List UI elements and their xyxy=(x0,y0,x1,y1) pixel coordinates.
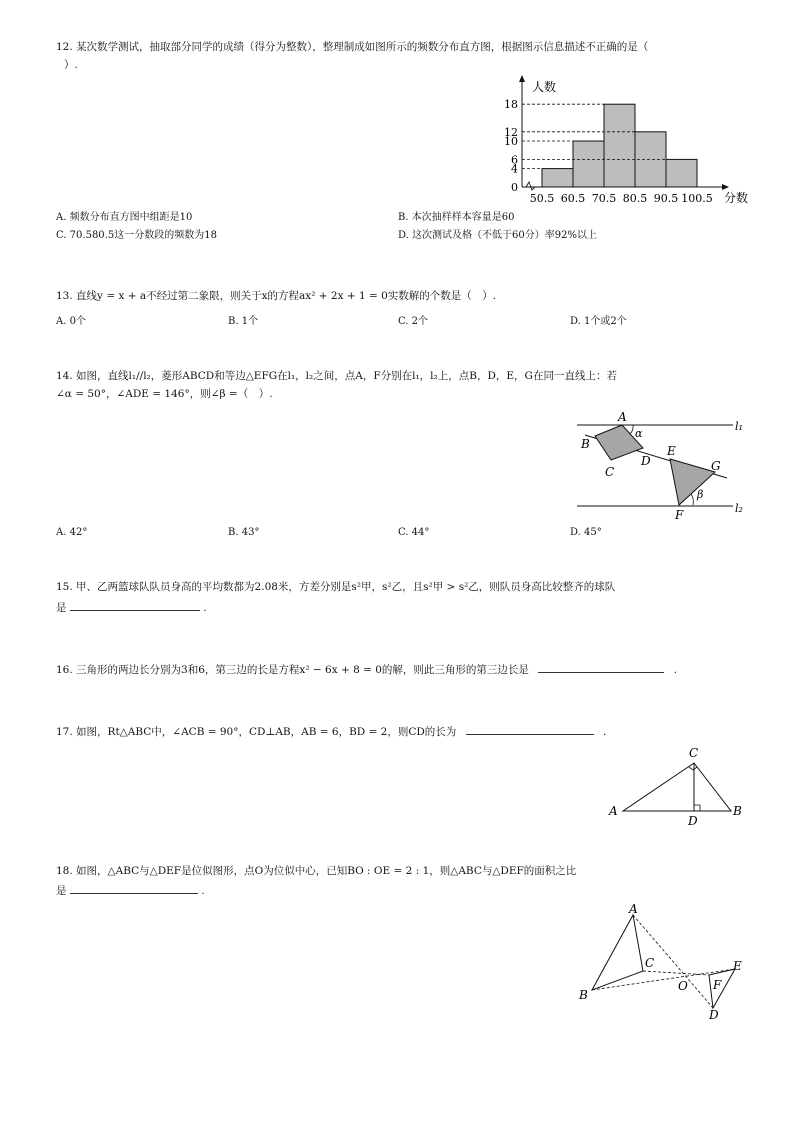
q12-number: 12. xyxy=(56,41,73,53)
label-d: D xyxy=(688,814,698,828)
q12-option-c[interactable]: C. 70.580.5这一分数段的频数为18 xyxy=(56,230,217,241)
right-angle-d xyxy=(694,805,700,811)
q18-answer-blank[interactable] xyxy=(70,881,198,894)
q12-stem xyxy=(56,38,648,56)
label-b: B xyxy=(733,804,742,818)
x-tick-label-0: 50.5 xyxy=(529,192,555,205)
q17-number: 17. xyxy=(56,726,73,738)
q15-stem-line1: 甲、乙两篮球队队员身高的平均数都为2.08米，方差分别是s²甲，s²乙，且s²甲 > s²乙，则队员身高比较整齐的球队 xyxy=(76,581,616,593)
histogram-chart xyxy=(490,78,750,208)
q16-answer-blank[interactable] xyxy=(538,660,664,673)
q18-stem-line1: 如图，△ABC与△DEF是位似图形，点O为位似中心，已知BO : OE = 2 : 1，则△ABC与△DEF的面积之比 xyxy=(76,865,577,877)
q17-answer-blank[interactable] xyxy=(466,722,594,735)
y-tick-label-10: 10 xyxy=(504,135,518,148)
q14-number: 14. xyxy=(56,370,73,382)
q17-figure xyxy=(605,742,745,827)
q14-option-b[interactable]: B. 43° xyxy=(228,527,260,538)
q16-number: 16. xyxy=(56,664,73,676)
x-axis-arrow xyxy=(722,184,729,190)
label-beta: β xyxy=(697,488,704,501)
q14-option-d[interactable]: D. 45° xyxy=(570,527,602,538)
q15-stem xyxy=(56,578,615,596)
q13-stem-text: 直线y = x + a不经过第二象限，则关于x的方程ax² + 2x + 1 = 0实数解的个数是（ ）. xyxy=(76,290,497,302)
q15-answer-blank[interactable] xyxy=(70,598,200,611)
q14-stem-line2: ∠α = 50°，∠ADE = 146°，则∠β =（ ）. xyxy=(56,388,273,400)
label-c: C xyxy=(645,956,655,970)
label-a: A xyxy=(609,804,618,818)
x-axis-title: 分数 xyxy=(724,191,749,205)
y-tick-label-4: 4 xyxy=(511,162,518,176)
q14-option-c[interactable]: C. 44° xyxy=(398,527,430,538)
histogram-bar-5 xyxy=(666,159,697,187)
label-f: F xyxy=(675,508,684,522)
q14-figure xyxy=(575,408,750,523)
q15-number: 15. xyxy=(56,581,73,593)
triangle-abc xyxy=(623,763,731,811)
label-l2: l₂ xyxy=(735,502,743,515)
label-alpha: α xyxy=(635,427,643,440)
y-tick-label-12: 12 xyxy=(504,125,518,139)
label-b: B xyxy=(579,988,588,1002)
label-g: G xyxy=(711,459,721,473)
q14-stem xyxy=(56,367,617,385)
label-c: C xyxy=(605,465,615,479)
label-e: E xyxy=(667,444,676,458)
x-tick-label-4: 90.5 xyxy=(653,192,679,205)
angle-beta-arc xyxy=(691,494,693,505)
label-o: O xyxy=(678,979,688,993)
x-tick-label-3: 80.5 xyxy=(622,192,648,205)
x-tick-label-2: 70.5 xyxy=(591,192,617,205)
label-a: A xyxy=(618,410,627,424)
q17-stem-text: 如图，Rt△ABC中，∠ACB = 90°，CD⊥AB，AB = 6，BD = 2，则CD的长为 xyxy=(76,726,457,738)
q13-option-c[interactable]: C. 2个 xyxy=(398,316,429,327)
q12-option-d[interactable]: D. 这次测试及格（不低于60分）率92%以上 xyxy=(398,230,597,241)
histogram-bar-1 xyxy=(542,169,573,187)
triangle-efg xyxy=(670,459,715,505)
triangle-abc xyxy=(592,915,643,990)
q12-option-b[interactable]: B. 本次抽样样本容量是60 xyxy=(398,212,515,223)
y-tick-label-18: 18 xyxy=(504,98,518,112)
q12-stem-line2: ）. xyxy=(64,59,78,71)
q13-stem xyxy=(56,287,496,305)
q13-option-a[interactable]: A. 0个 xyxy=(56,316,86,327)
ray-cf xyxy=(643,971,709,975)
q17-stem: 17. 如图，Rt△ABC中，∠ACB = 90°，CD⊥AB，AB = 6，BD = 2，则CD的长为 . xyxy=(56,722,606,741)
right-angle-c xyxy=(689,767,697,770)
q16-stem: 16. 三角形的两边长分别为3和6，第三边的长是方程x² − 6x + 8 = 0的解，则此三角形的第三边长是 . xyxy=(56,660,677,679)
x-tick-label-5: 100.5 xyxy=(681,192,713,205)
label-b: B xyxy=(581,437,590,451)
label-d: D xyxy=(709,1008,719,1022)
q15-answer-line: 是 . xyxy=(56,598,207,617)
y-tick-label-6: 6 xyxy=(511,153,518,167)
x-tick-label-1: 60.5 xyxy=(560,192,586,205)
q18-stem xyxy=(56,862,576,880)
q12-stem-line1: 某次数学测试，抽取部分同学的成绩（得分为整数），整理制成如图所示的频数分布直方图，根据图示信息描述不正确的是（ xyxy=(76,41,649,53)
label-f: F xyxy=(713,978,722,992)
label-a: A xyxy=(629,902,638,916)
q13-number: 13. xyxy=(56,290,73,302)
q14-stem-line1: 如图，直线l₁//l₂，菱形ABCD和等边△EFG在l₁，l₂之间，点A，F分别在l₁，l₂上，点B，D，E，G在同一直线上：若 xyxy=(76,370,617,382)
label-e: E xyxy=(733,959,742,973)
y-axis-arrow xyxy=(519,75,525,82)
histogram-bar-3 xyxy=(604,104,635,187)
q16-stem-text: 三角形的两边长分别为3和6，第三边的长是方程x² − 6x + 8 = 0的解，则此三角形的第三边长是 xyxy=(76,664,529,676)
axis-break xyxy=(526,182,535,190)
histogram-bar-2 xyxy=(573,141,604,187)
q12-option-a[interactable]: A. 频数分布直方图中组距是10 xyxy=(56,212,193,223)
label-l1: l₁ xyxy=(735,420,743,433)
q18-answer-line: 是 . xyxy=(56,881,205,900)
y-axis-title: 人数 xyxy=(532,80,557,94)
q18-number: 18. xyxy=(56,865,73,877)
angle-alpha-arc xyxy=(630,425,633,434)
q18-figure xyxy=(575,903,750,1021)
label-d: D xyxy=(641,454,651,468)
q14-option-a[interactable]: A. 42° xyxy=(56,527,88,538)
q13-option-d[interactable]: D. 1个或2个 xyxy=(570,316,627,327)
y-tick-label-0: 0 xyxy=(511,181,518,194)
q13-option-b[interactable]: B. 1个 xyxy=(228,316,259,327)
label-c: C xyxy=(689,746,699,760)
